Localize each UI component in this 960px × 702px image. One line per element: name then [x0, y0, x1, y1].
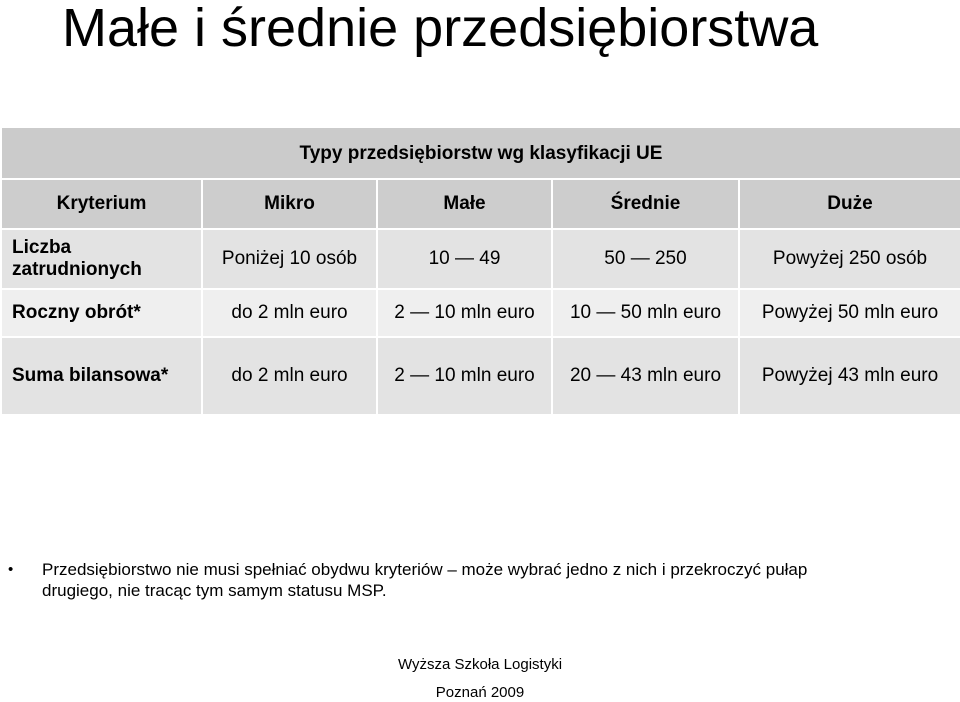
row-label-turnover: Roczny obrót* [2, 289, 202, 337]
row-label-line: Liczba [12, 237, 72, 258]
table-cell: 2 — 10 mln euro [377, 337, 552, 415]
row-label-employees [2, 229, 202, 289]
table-header-row [2, 179, 960, 229]
table-caption-row [2, 128, 960, 179]
table-row-balance-sheet [2, 337, 960, 415]
note-line: Przedsiębiorstwo nie musi spełniać obydwu kryteriów – może wybrać jedno z nich i przekroczyć pułap [42, 560, 808, 579]
footer-institution: Wyższa Szkoła Logistyki [397, 656, 563, 673]
footer-place-year: Poznań 2009 [435, 684, 525, 701]
note-line: drugiego, nie tracąc tym samym statusu MSP. [42, 581, 387, 600]
table-cell: do 2 mln euro [202, 337, 377, 415]
table-cell: 2 — 10 mln euro [377, 289, 552, 337]
table-cell: Poniżej 10 osób [202, 229, 377, 289]
table-row-employees [2, 229, 960, 289]
table-cell: Powyżej 43 mln euro [739, 337, 960, 415]
table-cell: 20 — 43 mln euro [552, 337, 739, 415]
table-caption: Typy przedsiębiorstw wg klasyfikacji UE [2, 128, 960, 179]
bullet-icon: • [8, 561, 14, 578]
column-header-micro: Mikro [202, 179, 377, 229]
row-label-balance-sheet: Suma bilansowa* [2, 337, 202, 415]
table-cell: 10 — 50 mln euro [552, 289, 739, 337]
slide-title: Małe i średnie przedsiębiorstwa [62, 0, 819, 58]
column-header-criterion: Kryterium [2, 179, 202, 229]
table-cell: do 2 mln euro [202, 289, 377, 337]
column-header-large: Duże [739, 179, 960, 229]
row-label-line: zatrudnionych [12, 259, 142, 280]
column-header-medium: Średnie [552, 179, 739, 229]
column-header-small: Małe [377, 179, 552, 229]
table-cell: 10 — 49 [377, 229, 552, 289]
table-cell: 50 — 250 [552, 229, 739, 289]
note-bullet-item [8, 559, 928, 601]
table-row-turnover [2, 289, 960, 337]
table-cell: Powyżej 50 mln euro [739, 289, 960, 337]
enterprise-types-table [2, 128, 960, 416]
table-cell: Powyżej 250 osób [739, 229, 960, 289]
note-text [42, 559, 928, 601]
